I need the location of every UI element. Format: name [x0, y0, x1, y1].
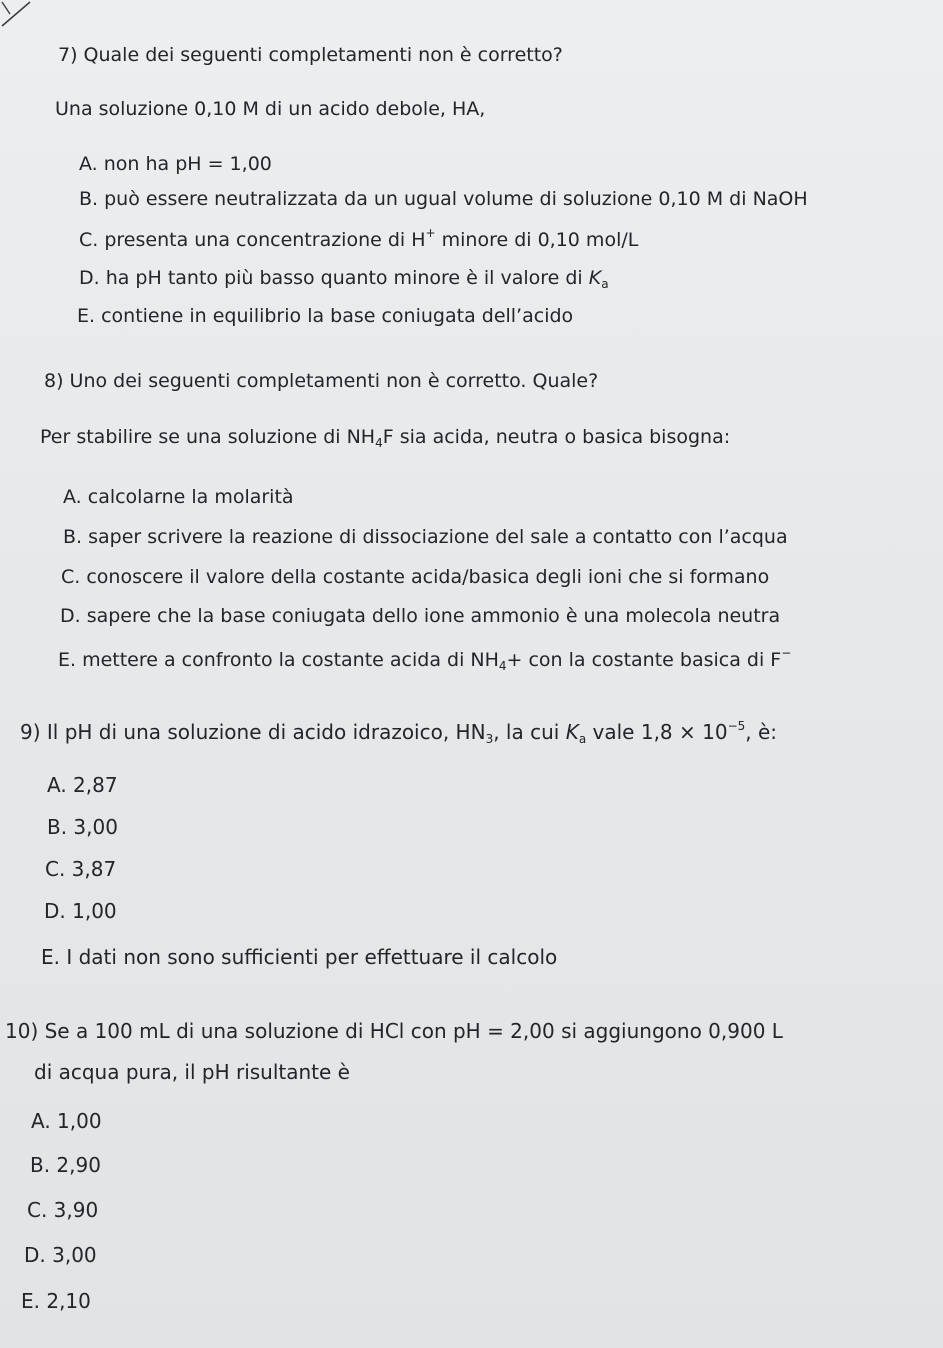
question-8-option-c: C. conoscere il valore della costante acida/basica degli ioni che si formano — [61, 566, 770, 588]
question-8-stem: Per stabilire se una soluzione di $NH_4F$ sia acida, neutra o basica bisogna: — [40, 426, 731, 450]
question-10-title: 10) Se a 100 mL di una soluzione di HCl con pH = 2,00 si aggiungono 0,900 L — [5, 1019, 783, 1043]
question-8-option-d: D. sapere che la base coniugata dello ione ammonio è una molecola neutra — [60, 605, 781, 627]
question-10-option-d: D. 3,00 — [24, 1243, 97, 1267]
question-10-title-continued: di acqua pura, il pH risultante è — [34, 1060, 350, 1084]
question-9-title: 9) Il pH di una soluzione di acido idrazoico, $HN_3$, la cui $K_a$ vale $1,8 \times 10^{-5}$, è: — [20, 719, 778, 746]
question-10-option-c: C. 3,90 — [27, 1198, 99, 1222]
question-8-option-e: E. mettere a confronto la costante acida di $NH_4+$ con la costante basica di F− — [58, 646, 792, 673]
question-7-title: 7) Quale dei seguenti completamenti non è corretto? — [58, 44, 563, 66]
question-9-option-b: B. 3,00 — [47, 815, 118, 839]
question-7-option-b: B. può essere neutralizzata da un ugual volume di soluzione 0,10 M di NaOH — [79, 188, 808, 210]
question-8-option-a: A. calcolarne la molarità — [63, 486, 294, 508]
question-8-title: 8) Uno dei seguenti completamenti non è corretto. Quale? — [44, 370, 599, 392]
question-7-stem: Una soluzione 0,10 M di un acido debole, HA, — [55, 98, 486, 120]
pen-check-mark — [0, 0, 50, 30]
question-9-option-c: C. 3,87 — [45, 857, 117, 881]
question-8-option-b: B. saper scrivere la reazione di dissociazione del sale a contatto con l’acqua — [63, 526, 788, 548]
question-10-option-e: E. 2,10 — [21, 1289, 91, 1313]
question-7-option-e: E. contiene in equilibrio la base coniugata dell’acido — [77, 305, 574, 327]
question-10-option-b: B. 2,90 — [30, 1153, 101, 1177]
question-7-option-a: A. non ha pH = 1,00 — [79, 153, 272, 175]
question-7-option-d: D. ha pH tanto più basso quanto minore è il valore di $K_a$ — [79, 267, 609, 291]
question-9-option-a: A. 2,87 — [47, 773, 118, 797]
question-7-option-c: C. presenta una concentrazione di H+ minore di 0,10 mol/L — [79, 226, 639, 251]
question-9-option-e: E. I dati non sono sufficienti per effettuare il calcolo — [41, 945, 558, 969]
question-10-option-a: A. 1,00 — [31, 1109, 102, 1133]
question-9-option-d: D. 1,00 — [44, 899, 117, 923]
